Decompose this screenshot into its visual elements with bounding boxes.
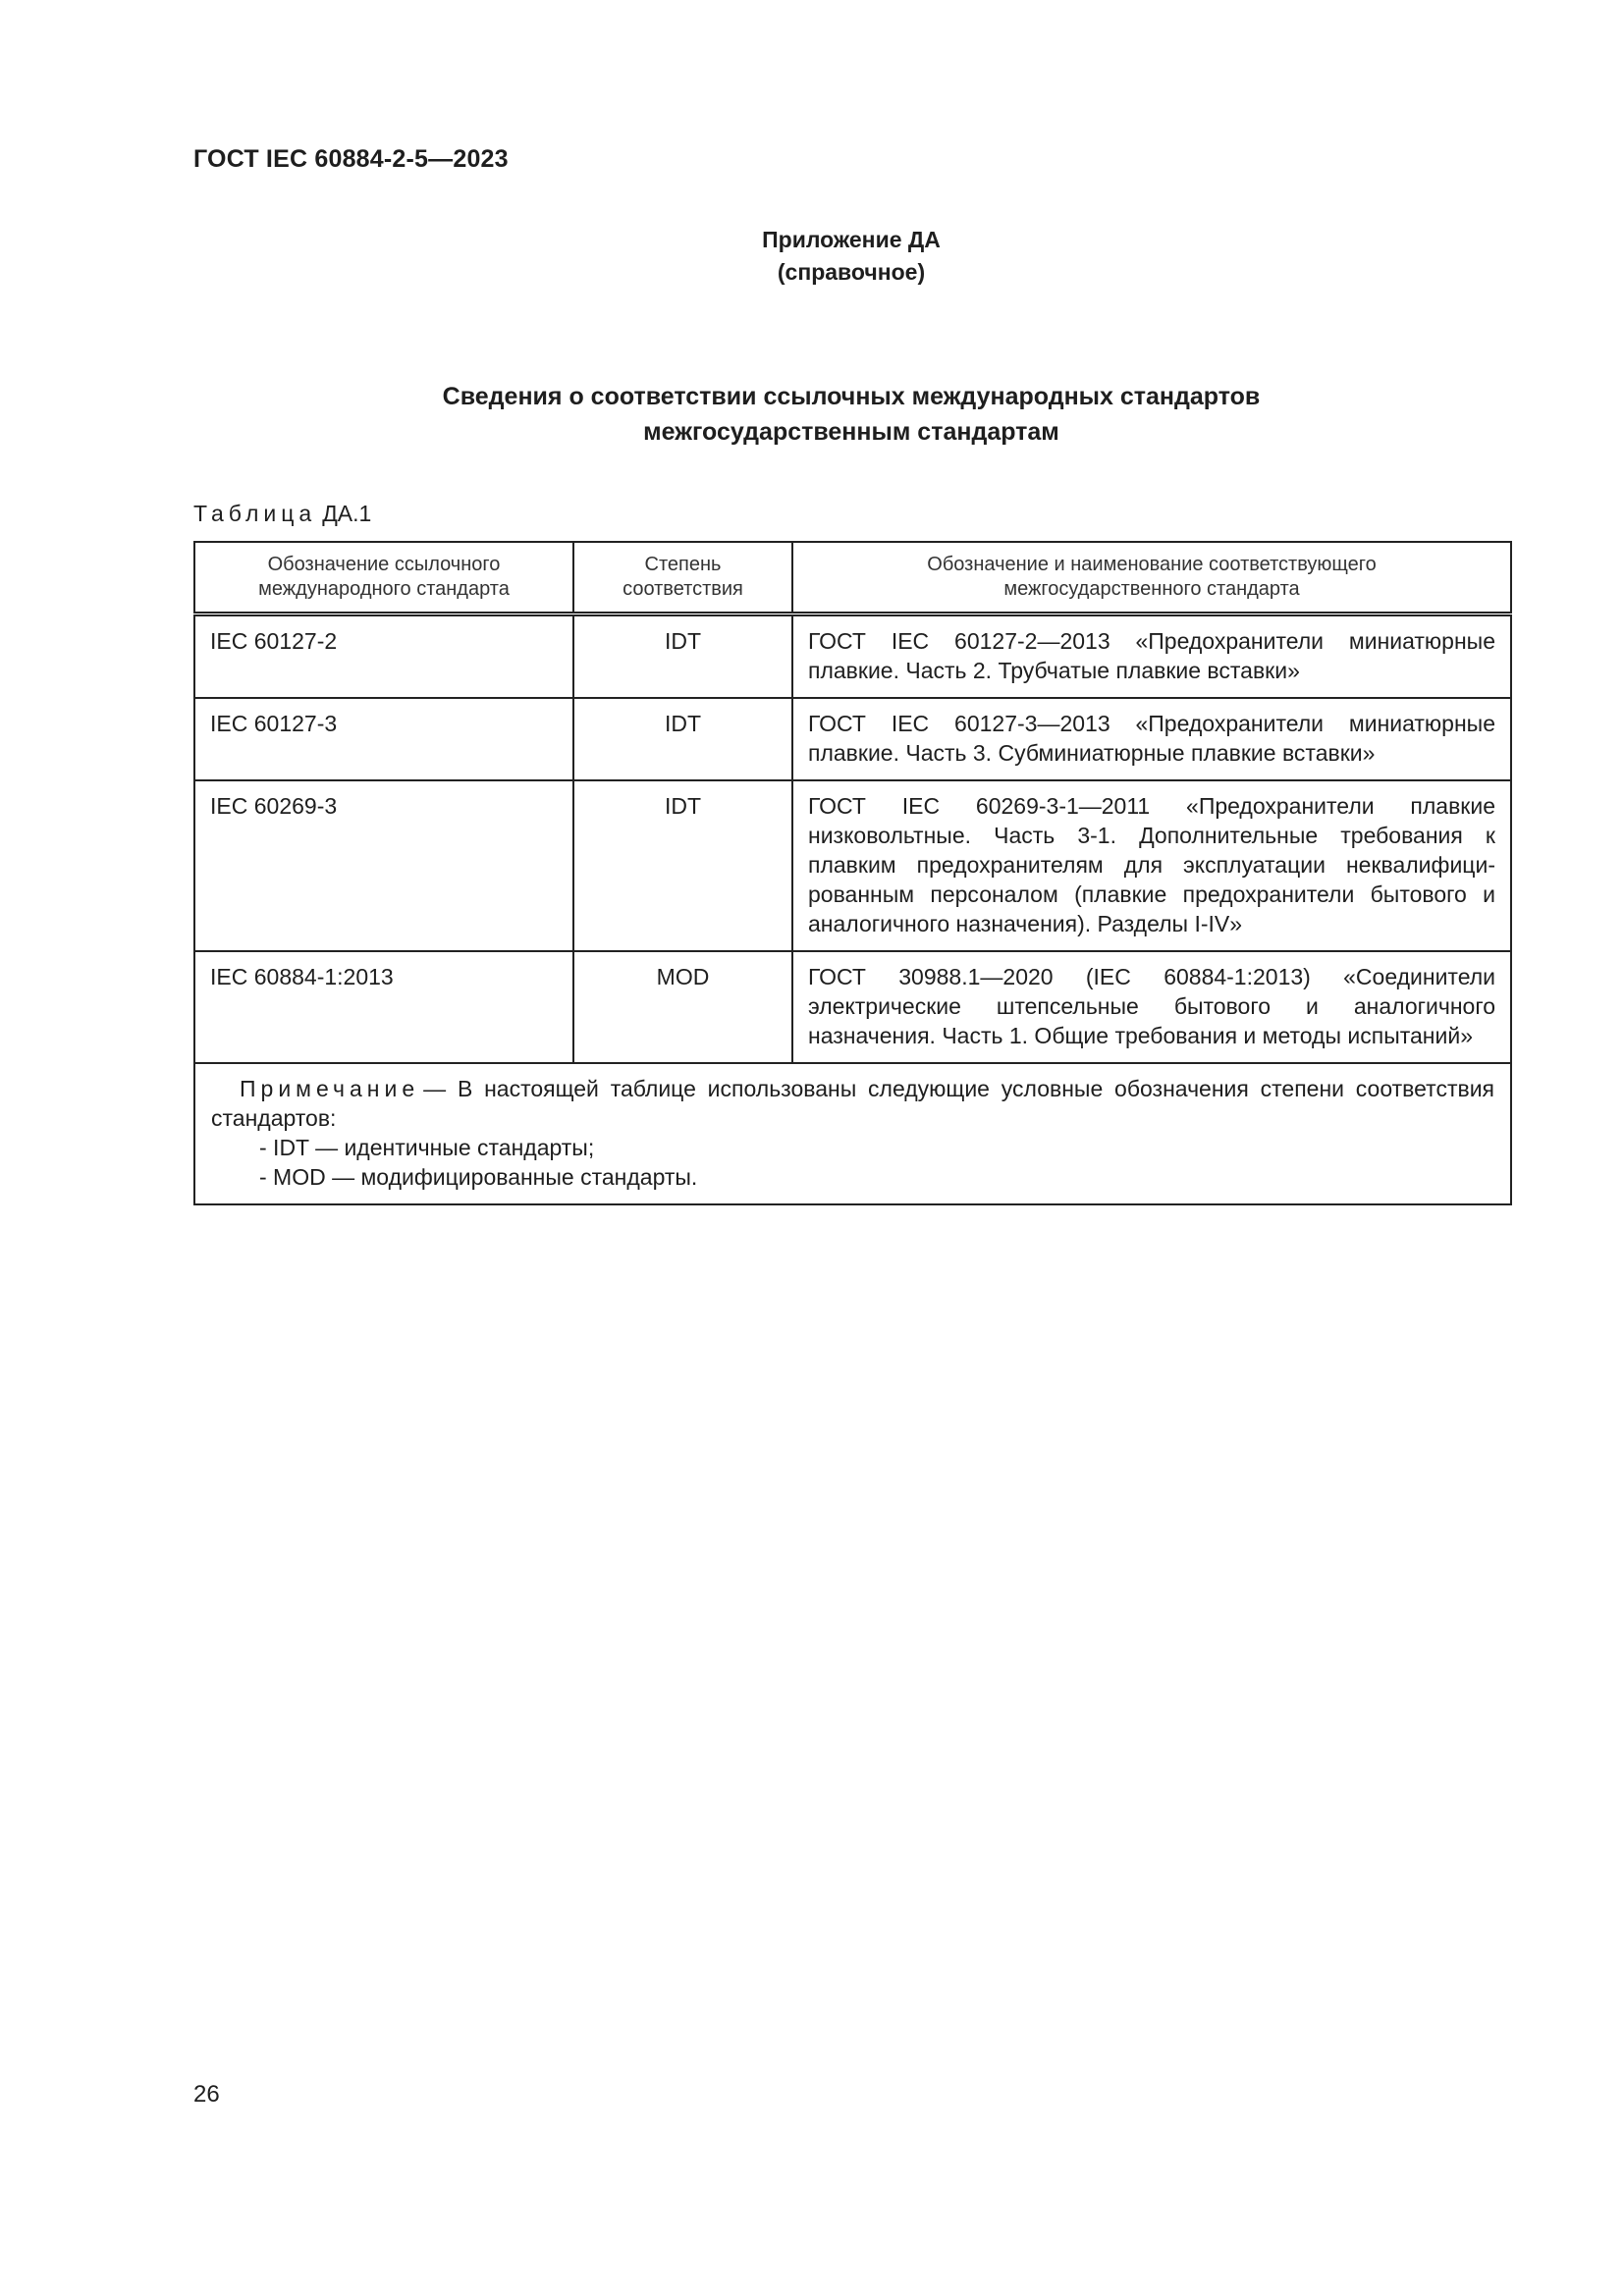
table-caption-number: ДА.1	[322, 501, 372, 526]
header-degree: Степень соответствия	[573, 542, 792, 614]
section-title	[193, 379, 1509, 450]
table-row	[194, 780, 1511, 951]
table-note	[194, 1063, 1511, 1204]
table-note-row	[194, 1063, 1511, 1204]
degree-cell: IDT	[573, 614, 792, 699]
degree-cell: MOD	[573, 951, 792, 1063]
note-label: Примечание	[240, 1076, 420, 1101]
national-standard-cell: ГОСТ 30988.1—2020 (IEC 60884-1:2013) «Соединители электрические штепсельные бытового и аналогичного назначения. Часть 1. Общие требования и методы испытаний»	[792, 951, 1511, 1063]
header-national-standard: Обозначение и наименование соответствующего межгосударственного стандарта	[792, 542, 1511, 614]
section-title-line2: межгосударственным стандартам	[643, 418, 1059, 446]
national-standard-cell: ГОСТ IEC 60269-3-1—2011 «Предохранители плавкие низковольтные. Часть 3-1. Дополнительные требования к плавким предохранителям для эксплуатации неквалифицированным персоналом (плавкие предохранители бытового и аналогичного назначения). Разделы I-IV»	[792, 780, 1511, 951]
table-row	[194, 951, 1511, 1063]
table-row	[194, 698, 1511, 780]
header-ref-standard: Обозначение ссылочного международного стандарта	[194, 542, 573, 614]
ref-standard-cell: IEC 60127-3	[194, 698, 573, 780]
page-number: 26	[193, 2081, 220, 2108]
ref-standard-cell: IEC 60127-2	[194, 614, 573, 699]
annex-title: Приложение ДА	[762, 227, 941, 252]
degree-cell: IDT	[573, 780, 792, 951]
ref-standard-cell: IEC 60269-3	[194, 780, 573, 951]
section-title-line1: Сведения о соответствии ссылочных международных стандартов	[442, 383, 1261, 410]
note-item-mod: - MOD — модифицированные стандарты.	[259, 1164, 698, 1190]
table-caption-prefix: Таблица	[193, 501, 317, 526]
national-standard-cell: ГОСТ IEC 60127-2—2013 «Предохранители миниатюрные плавкие. Часть 2. Трубчатые плавкие вставки»	[792, 614, 1511, 699]
ref-standard-cell: IEC 60884-1:2013	[194, 951, 573, 1063]
table-header-row	[194, 542, 1511, 614]
document-code: ГОСТ IEC 60884-2-5—2023	[193, 145, 509, 173]
note-item-idt: - IDT — идентичные стандарты;	[259, 1135, 595, 1160]
correspondence-table	[193, 541, 1512, 1205]
degree-cell: IDT	[573, 698, 792, 780]
annex-subtitle: (справочное)	[777, 259, 926, 285]
table-row	[194, 614, 1511, 699]
note-text: — В настоящей таблице использованы следующие условные обозначения степени соответствия стандартов:	[211, 1076, 1494, 1131]
national-standard-cell: ГОСТ IEC 60127-3—2013 «Предохранители миниатюрные плавкие. Часть 3. Субминиатюрные плавкие вставки»	[792, 698, 1511, 780]
table-caption	[193, 501, 371, 527]
annex-heading	[193, 224, 1509, 289]
